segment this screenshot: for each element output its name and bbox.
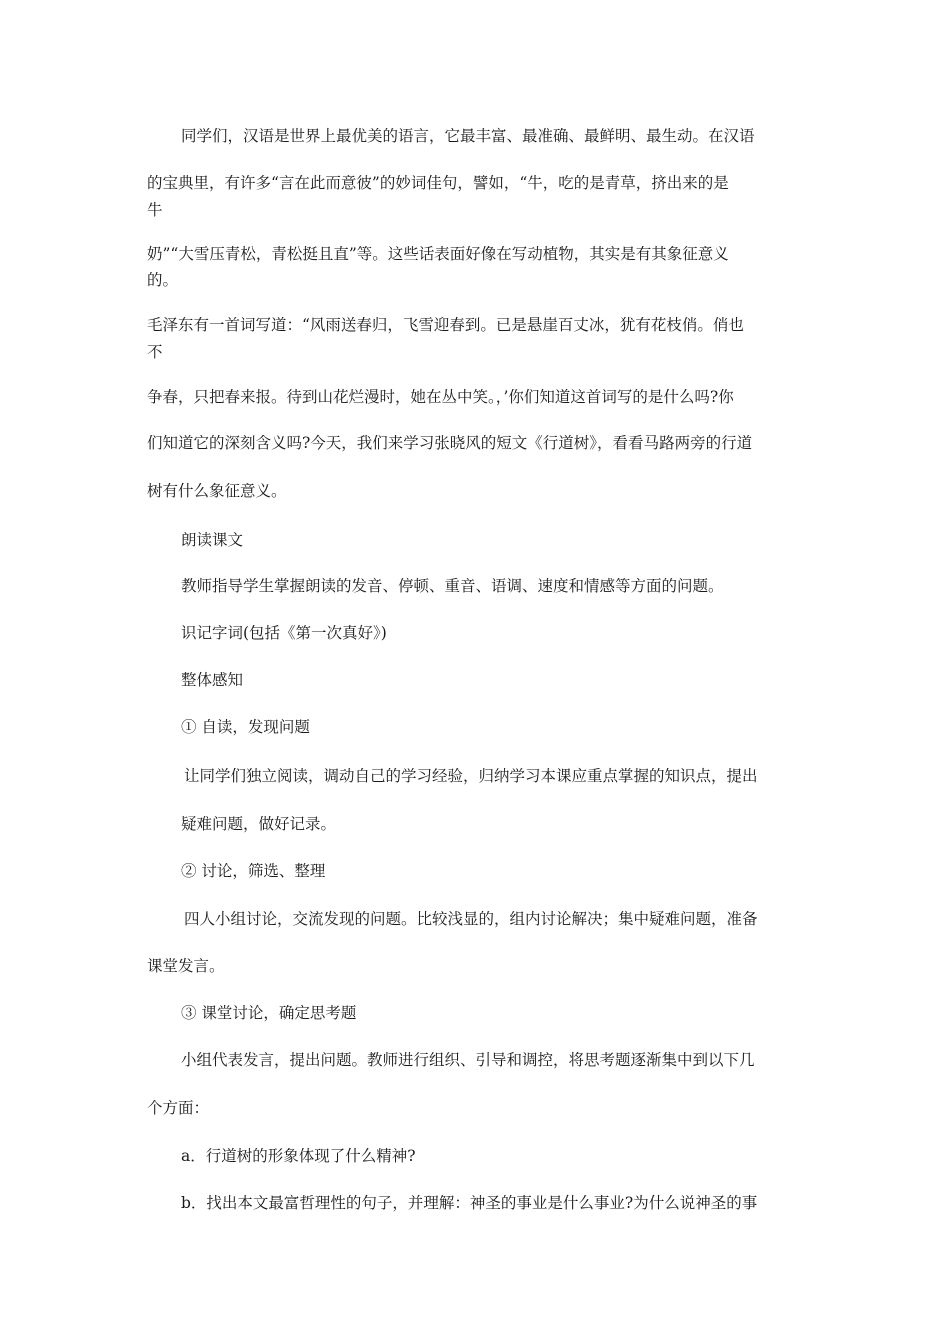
text-line: 同学们，汉语是世界上最优美的语言，它最丰富、最准确、最鲜明、最生动。在汉语 (181, 127, 755, 145)
section-heading: 朗读课文 (181, 531, 244, 549)
text-line: 教师指导学生掌握朗读的发音、停顿、重音、语调、速度和情感等方面的问题。 (181, 577, 724, 595)
text-line: 的宝典里，有许多“言在此而意彼”的妙词佳句，譬如，“牛，吃的是青草，挤出来的是 (147, 174, 729, 192)
text-line: 的。 (147, 271, 179, 289)
text-line: 毛泽东有一首词写道：“风雨送春归，飞雪迎春到。已是悬崖百丈冰，犹有花枝俏。俏也 (147, 316, 744, 334)
text-line: 牛 (147, 201, 163, 219)
text-line: 争春，只把春来报。待到山花烂漫时，她在丛中笑。，’你们知道这首词写的是什么吗?你 (147, 388, 734, 406)
text-line: 奶”“大雪压青松，青松挺且直”等。这些话表面好像在写动植物，其实是有其象征意义 (147, 245, 729, 263)
text-line: 疑难问题，做好记录。 (181, 815, 337, 833)
text-line: 小组代表发言，提出问题。教师进行组织、引导和调控，将思考题逐渐集中到以下几 (181, 1051, 755, 1069)
text-line: 让同学们独立阅读，调动自己的学习经验，归纳学习本课应重点掌握的知识点，提出 (184, 767, 758, 785)
text-line: 四人小组讨论，交流发现的问题。比较浅显的，组内讨论解决；集中疑难问题，准备 (184, 910, 758, 928)
list-item-heading: ② 讨论，筛选、整理 (181, 862, 326, 880)
list-item-heading: ③ 课堂讨论，确定思考题 (181, 1004, 357, 1022)
text-line: 个方面： (147, 1099, 210, 1117)
text-line: 课堂发言。 (147, 957, 225, 975)
list-item-heading: ① 自读，发现问题 (181, 718, 310, 736)
text-line: 树有什么象征意义。 (147, 482, 287, 500)
section-heading: 整体感知 (181, 671, 244, 689)
section-heading: 识记字词(包括《第一次真好》) (181, 624, 387, 642)
text-line: 们知道它的深刻含义吗?今天，我们来学习张晓风的短文《行道树》，看看马路两旁的行道 (147, 434, 753, 452)
question-item: b．找出本文最富哲理性的句子，并理解：神圣的事业是什么事业?为什么说神圣的事 (181, 1194, 758, 1212)
text-line: 不 (147, 343, 163, 361)
question-item: a．行道树的形象体现了什么精神? (181, 1147, 416, 1165)
